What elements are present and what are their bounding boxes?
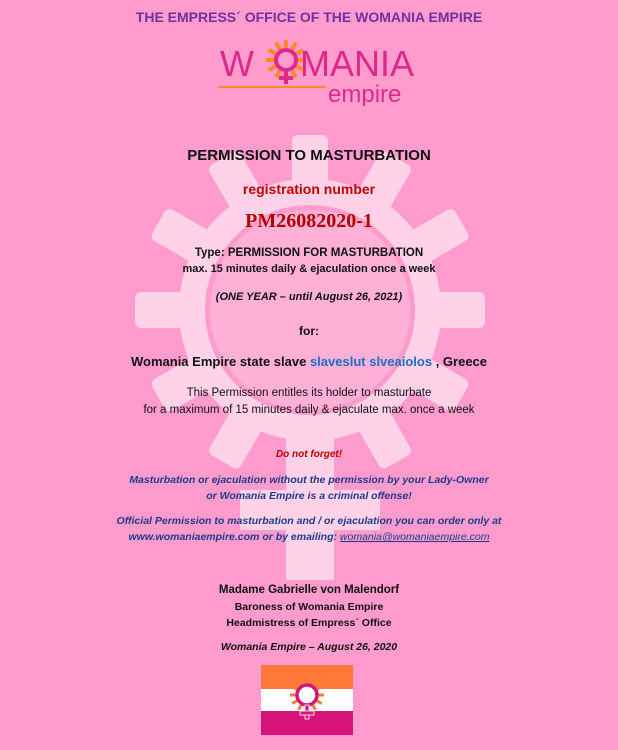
- logo-word-mania: MANIA: [300, 43, 415, 84]
- holder-prefix: Womania Empire state slave: [130, 354, 307, 369]
- womania-flag: [261, 665, 353, 735]
- place-and-date: Womania Empire – August 26, 2020: [220, 641, 398, 653]
- reminder-text: Do not forget!: [275, 449, 343, 460]
- holder-line: [0, 354, 618, 369]
- document-title: PERMISSION TO MASTURBATION: [187, 147, 431, 164]
- registration-label: registration number: [242, 181, 376, 197]
- permission-type: Type: PERMISSION FOR MASTURBATION: [194, 247, 424, 259]
- holder-suffix: , Greece: [432, 354, 488, 369]
- order-line-2: [0, 531, 618, 543]
- logo-word-w: W: [220, 43, 254, 84]
- registration-number: PM26082020-1: [245, 210, 373, 232]
- signatory-title-2: Headmistress of Empress´ Office: [226, 617, 392, 629]
- entitlement-line-2: for a maximum of 15 minutes daily & ejaculate max. once a week: [143, 404, 475, 416]
- warning-line-1: Masturbation or ejaculation without the permission by your Lady-Owner: [129, 474, 489, 486]
- warning-line-2: or Womania Empire is a criminal offense!: [206, 490, 412, 502]
- validity-period: (ONE YEAR – until August 26, 2021): [215, 291, 403, 303]
- order-email-link[interactable]: womania@womaniaempire.com: [339, 531, 490, 543]
- logo-word-empire: empire: [328, 81, 402, 106]
- order-line-1: Official Permission to masturbation and / or ejaculation you can order only at: [116, 515, 502, 527]
- for-label: for:: [299, 324, 319, 338]
- holder-name: slaveslut slveaiolos: [309, 354, 433, 369]
- order-line-2-prefix: www.womaniaempire.com or by emailing:: [128, 531, 340, 543]
- permission-limits: max. 15 minutes daily & ejaculation once a week: [182, 263, 436, 275]
- womania-empire-logo: [218, 38, 428, 106]
- signatory-name: Madame Gabrielle von Malendorf: [218, 584, 400, 596]
- office-title: THE EMPRESS´ OFFICE OF THE WOMANIA EMPIRE: [135, 9, 483, 25]
- signatory-title-1: Baroness of Womania Empire: [234, 601, 384, 613]
- entitlement-line-1: This Permission entitles its holder to masturbate: [186, 387, 432, 399]
